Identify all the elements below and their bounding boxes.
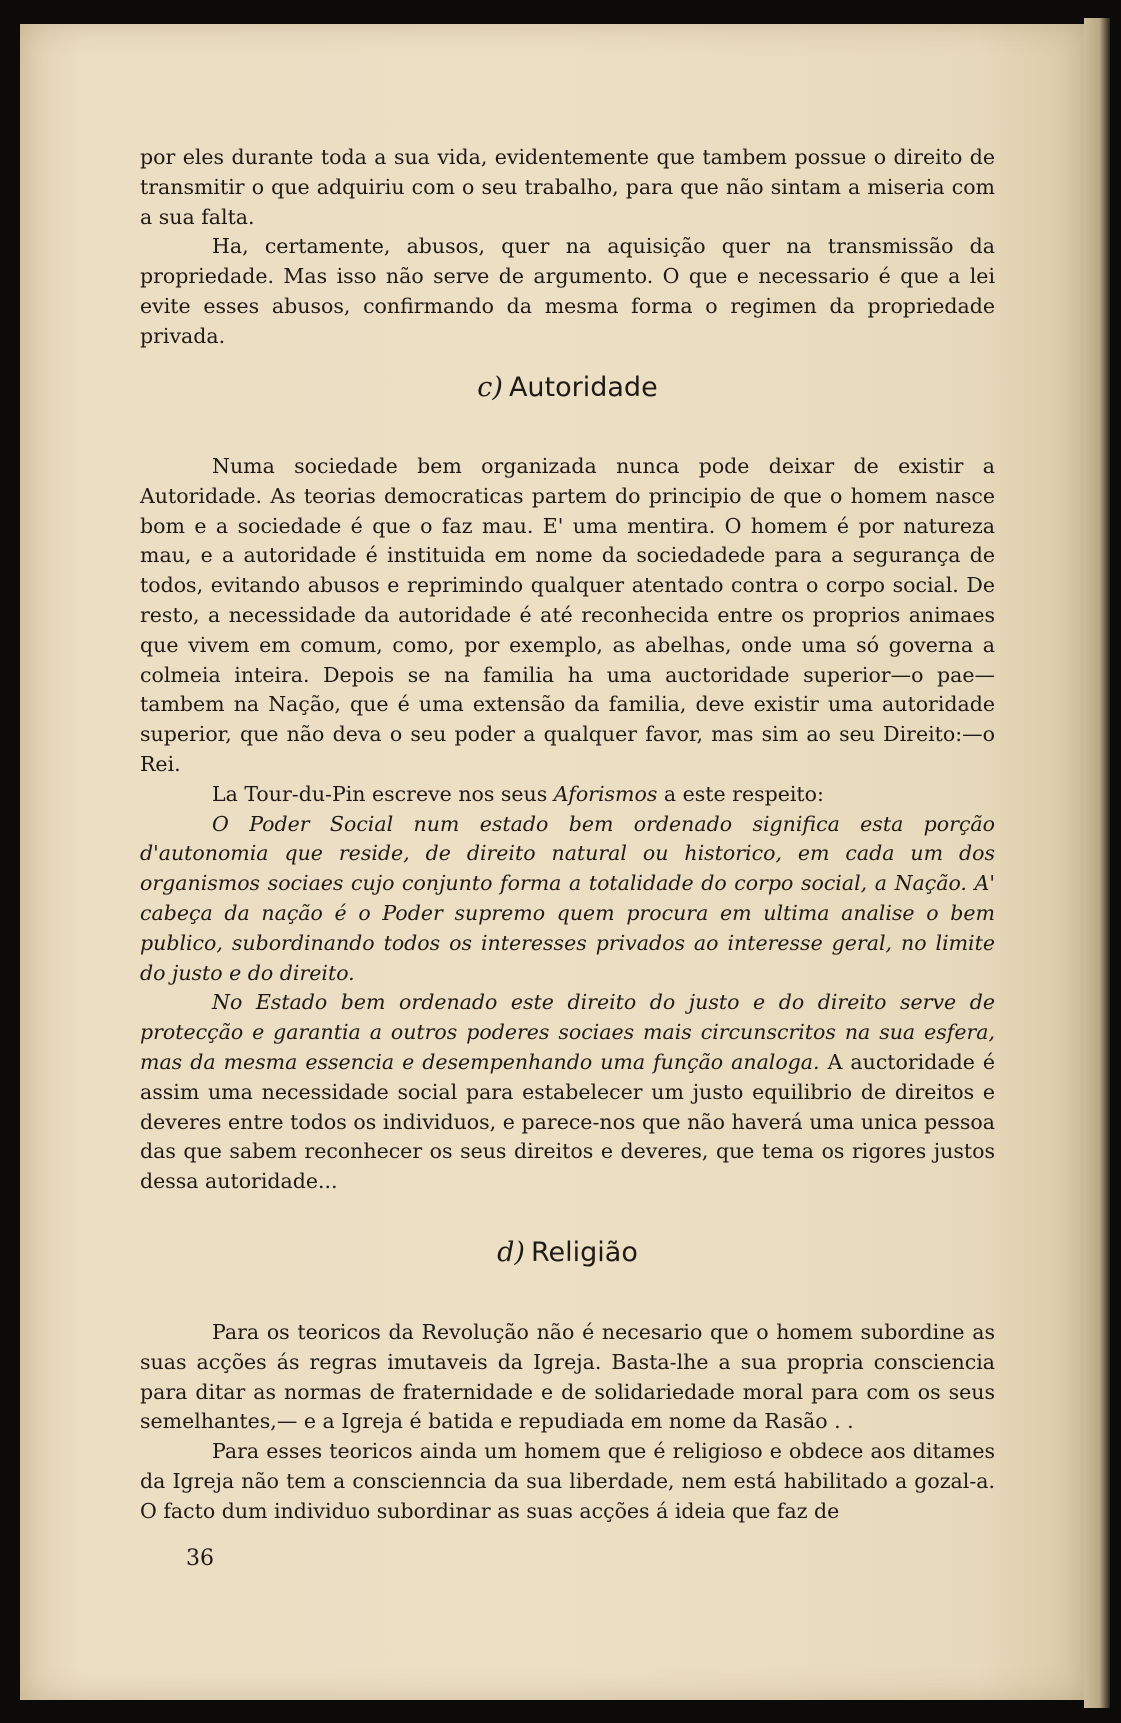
paragraph: por eles durante toda a sua vida, evidentemente que tambem possue o direito de transmitir o que adquiriu com o seu trabalho, para que não sintam a miseria com a sua falta. — [140, 145, 995, 229]
paragraph — [140, 780, 995, 810]
page-number: 36 — [186, 1546, 214, 1571]
paragraph: Ha, certamente, abusos, quer na aquisição quer na transmissão da propriedade. Mas isso não serve de argumento. O que e necessario é que a lei evite esses abusos, confirmando da mesma forma o regimen da propriedade privada. — [140, 234, 995, 348]
section-heading-religiao — [140, 1237, 995, 1268]
text-run: A auctoridade é assim uma necessidade social para estabelecer um justo equilibrio de direitos e deveres entre todos os individuos, e parece-nos que não haverá uma unica pessoa das que sabem reconhecer os seus direitos e deveres, que tema os rigores justos dessa autoridade... — [140, 1049, 995, 1194]
quote-paragraph: O Poder Social num estado bem ordenado significa esta porção d'autonomia que reside, de direito natural ou historico, em cada um dos organismos sociaes cujo conjunto forma a totalidade do corpo social, a Nação. A' cabeça da nação é o Poder supremo quem procura em ultima analise o bem publico, subordinando todos os interesses privados ao interesse geral, no limite do justo e do direito. — [140, 811, 995, 985]
paragraph: Para os teoricos da Revolução não é necesario que o homem subordine as suas acções ás regras imutaveis da Igreja. Basta-lhe a sua propria consciencia para ditar as normas de fraternidade e de solidariedade moral para com os seus semelhantes,— e a Igreja é batida e repudiada em nome da Rasão . . — [140, 1320, 995, 1434]
text-block-property — [140, 143, 995, 352]
text-run: a este respeito: — [657, 781, 824, 806]
text-run: La Tour-du-Pin escreve nos seus — [212, 781, 554, 806]
paragraph — [140, 988, 995, 1197]
quote-text: No Estado bem ordenado este direito do justo e do direito serve de protecção e garantia a outros poderes sociaes mais circunscritos na sua esfera, mas da mesma essencia e desempenhando uma função analoga. — [140, 990, 995, 1074]
paragraph: Numa sociedade bem organizada nunca pode deixar de existir a Autoridade. As teorias democraticas partem do principio de que o homem nasce bom e a sociedade é que o faz mau. E' uma mentira. O homem é por natureza mau, e a autoridade é instituida em nome da sociedadede para a segurança de todos, evitando abusos e reprimindo qualquer atentado contra o corpo social. De resto, a necessidade da autoridade é até reconhecida entre os proprios animaes que vivem em comum, como, por exemplo, as abelhas, onde uma só governa a colmeia inteira. Depois se na familia ha uma auctoridade superior—o pae—tambem na Nação, que é uma extensão da familia, deve existir uma autoridade superior, que não deva o seu poder a qualquer favor, mas sim ao seu Direito:—o Rei. — [140, 454, 995, 776]
section-heading-autoridade — [140, 372, 995, 403]
paragraph: Para esses teoricos ainda um homem que é religioso e obdece aos ditames da Igreja não tem a conscienncia da sua liberdade, nem está habilitado a gozal-a. O facto dum individuo subordinar as suas acções á ideia que faz de — [140, 1439, 995, 1523]
page-edge — [1084, 18, 1110, 1708]
book-title: Aforismos — [553, 781, 658, 806]
section-title: Religião — [530, 1237, 638, 1268]
section-letter: d) — [497, 1237, 525, 1268]
text-block-autoridade — [140, 452, 995, 1197]
text-block-religiao — [140, 1318, 995, 1527]
section-letter: c) — [477, 372, 503, 403]
section-title: Autoridade — [508, 372, 658, 403]
